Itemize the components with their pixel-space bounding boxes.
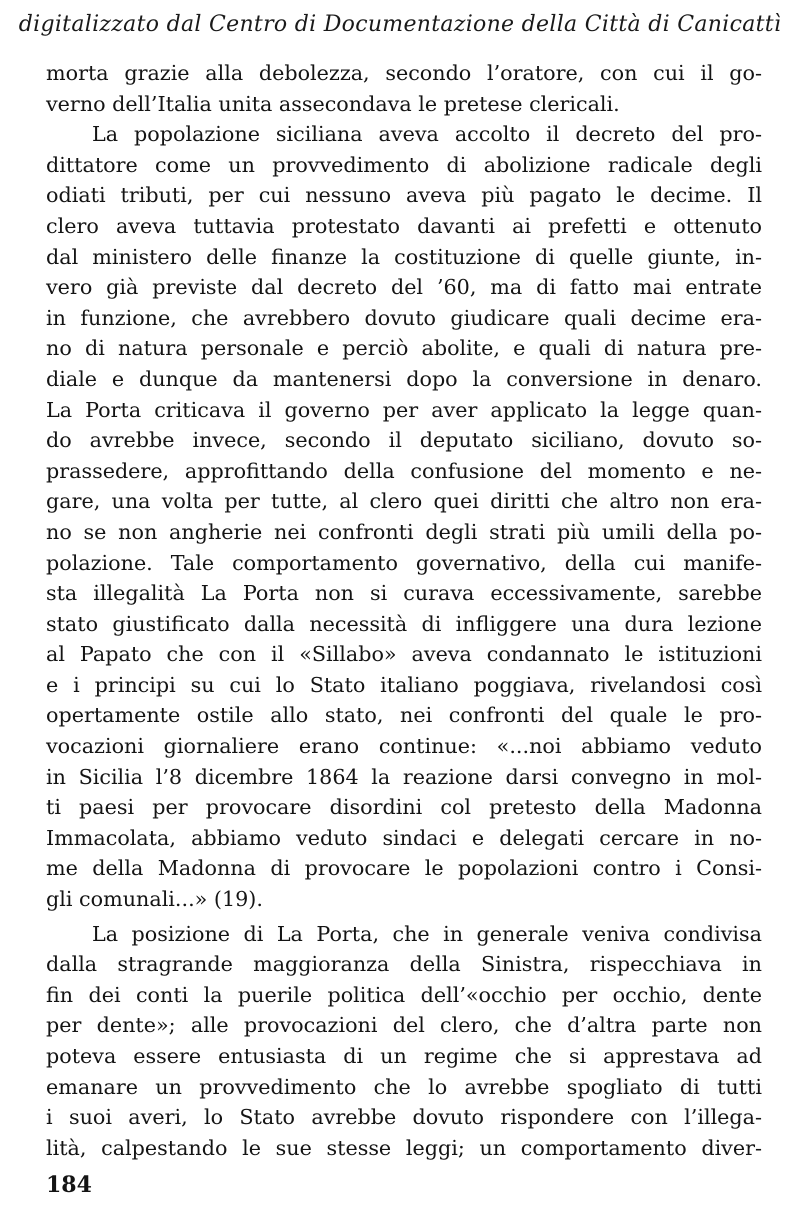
text-line: i suoi averi, lo Stato avrebbe dovuto rispondere con l’illega- <box>46 1105 762 1130</box>
text-line: emanare un provvedimento che lo avrebbe spogliato di tutti <box>46 1074 762 1099</box>
text-line: polazione. Tale comportamento governativo, della cui manife- <box>46 550 762 575</box>
text-line: morta grazie alla debolezza, secondo l’oratore, con cui il go- <box>46 61 762 85</box>
text-line: dal ministero delle finanze la costituzione di quelle giunte, in- <box>46 244 762 269</box>
text-line: poteva essere entusiasta di un regime che si apprestava ad <box>46 1044 762 1068</box>
text-line: gli comunali...» (19). <box>46 887 263 912</box>
paragraph-2 <box>46 119 762 914</box>
text-line: stato giustificato dalla necessità di infliggere una dura lezione <box>46 611 762 636</box>
text-line: dittatore come un provvedimento di abolizione radicale degli <box>46 152 762 177</box>
paragraph-3 <box>46 919 762 1164</box>
body-text <box>46 58 762 1163</box>
text-line: do avrebbe invece, secondo il deputato siciliano, dovuto so- <box>46 428 762 453</box>
text-line: gare, una volta per tutte, al clero quei diritti che altro non era- <box>46 489 762 514</box>
text-line: e i principi su cui lo Stato italiano poggiava, rivelandosi così <box>46 672 762 697</box>
text-line: La Porta criticava il governo per aver applicato la legge quan- <box>46 397 762 422</box>
text-line: in Sicilia l’8 dicembre 1864 la reazione darsi convegno in mol- <box>46 764 762 789</box>
text-line: lità, calpestando le sue stesse leggi; un comportamento diver- <box>46 1135 762 1160</box>
text-line: opertamente ostile allo stato, nei confronti del quale le pro- <box>46 703 762 728</box>
text-line: diale e dunque da mantenersi dopo la conversione in denaro. <box>46 366 762 391</box>
text-line: La posizione di La Porta, che in generale veniva condivisa <box>92 921 762 946</box>
text-line: al Papato che con il «Sillabo» aveva condannato le istituzioni <box>46 642 762 667</box>
text-line: ti paesi per provocare disordini col pretesto della Madonna <box>46 795 762 820</box>
text-line: sta illegalità La Porta non si curava eccessivamente, sarebbe <box>46 581 762 606</box>
text-line: per dente»; alle provocazioni del clero, che d’altra parte non <box>46 1013 762 1038</box>
text-line: clero aveva tuttavia protestato davanti ai prefetti e ottenuto <box>46 213 762 238</box>
text-line: no di natura personale e perciò abolite, e quali di natura pre- <box>46 336 762 361</box>
text-line: odiati tributi, per cui nessuno aveva più pagato le decime. Il <box>46 183 762 208</box>
text-line: prassedere, approfittando della confusione del momento e ne- <box>46 458 762 483</box>
text-line: Immacolata, abbiamo veduto sindaci e delegati cercare in no- <box>46 825 762 850</box>
text-line: no se non angherie nei confronti degli strati più umili della po- <box>46 519 762 544</box>
text-line: verno dell’Italia unita assecondava le pretese clericali. <box>46 91 620 116</box>
text-line: dalla stragrande maggioranza della Sinistra, rispecchiava in <box>46 952 762 977</box>
text-line: vero già previste dal decreto del ’60, ma di fatto mai entrate <box>46 275 762 300</box>
text-line: La popolazione siciliana aveva accolto il decreto del pro- <box>92 122 762 147</box>
text-line: fin dei conti la puerile politica dell’«occhio per occhio, dente <box>46 982 762 1007</box>
text-line: in funzione, che avrebbero dovuto giudicare quali decime era- <box>46 305 762 330</box>
paragraph-1 <box>46 58 762 119</box>
text-line: vocazioni giornaliere erano continue: «...noi abbiamo veduto <box>46 734 762 759</box>
page-number: 184 <box>46 1172 92 1198</box>
digitization-watermark: digitalizzato dal Centro di Documentazione della Città di Canicattì <box>18 12 782 37</box>
text-line: me della Madonna di provocare le popolazioni contro i Consi- <box>46 856 762 881</box>
